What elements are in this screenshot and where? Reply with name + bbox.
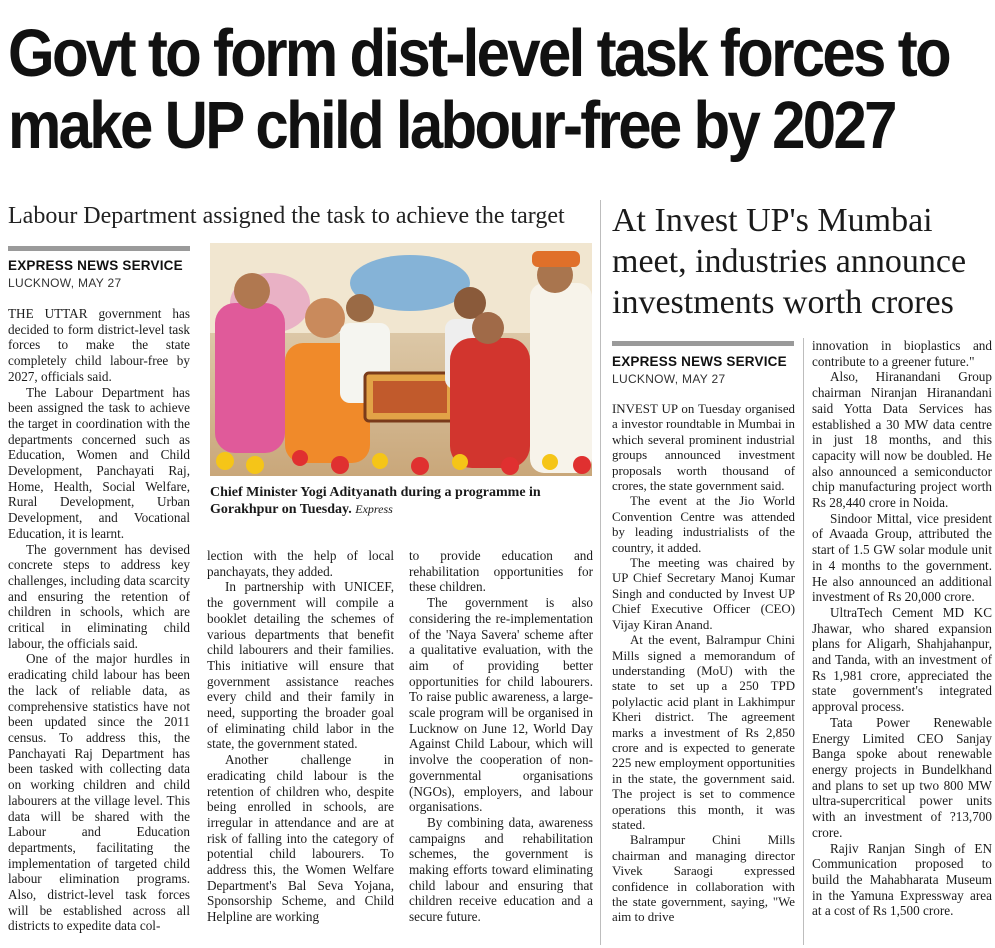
paragraph: innovation in bioplastics and contribute to a greener future." [812, 338, 992, 369]
main-byline: EXPRESS NEWS SERVICE [8, 258, 183, 273]
side-article-column-2 [812, 338, 992, 942]
paragraph: By combining data, awareness campaigns and rehabilitation schemes, the government is making efforts toward eliminating child labour and ensuring that children receive education and a secure future. [409, 814, 593, 925]
article-photo [210, 243, 592, 476]
paragraph: to provide education and rehabilitation opportunities for these children. [409, 548, 593, 595]
paragraph: THE UTTAR government has decided to form district-level task forces to make the state completely child labour-free by 2027, officials said. [8, 306, 190, 384]
paragraph: Sindoor Mittal, vice president of Avaada Group, attributed the start of 1.5 GW solar module unit in 4 months to the government. He also announced an additional investment of Rs 20,000 crore. [812, 510, 992, 605]
headline-line-2: make UP child labour-free by 2027 [8, 88, 895, 163]
byline-rule [8, 246, 190, 251]
paragraph: The government is also considering the re-implementation of the 'Naya Savera' scheme after a qualitative evaluation, with the aim of providing better opportunities for child labourers. To raise public awareness, a large-scale program will be organised in Lucknow on June 12, World Day Against Child Labour, which will involve the cooperation of non-governmental organisations (NGOs), employers, and labour organisations. [409, 595, 593, 815]
paragraph: The meeting was chaired by UP Chief Secretary Manoj Kumar Singh and conducted by Invest UP Chief Executive Officer (CEO) Vijay Kiran Anand. [612, 556, 795, 632]
paragraph: The event at the Jio World Convention Centre was attended by leading industrialists of the country, it added. [612, 494, 795, 555]
paragraph: Balrampur Chini Mills chairman and managing director Vivek Saraogi expressed confidence in collaboration with the state government, saying, "We aim to drive [612, 833, 795, 925]
paragraph: The government has devised concrete steps to address key challenges, including data scarcity and ensuring the retention of children in schools, which are critical in eliminating child labour, the officials said. [8, 541, 190, 651]
paragraph: Rajiv Ranjan Singh of EN Communication proposed to build the Mahabharata Museum in the Yamuna Expressway area at a cost of Rs 1,500 crore. [812, 840, 992, 919]
side-dateline: LUCKNOW, MAY 27 [612, 372, 726, 386]
paragraph: UltraTech Cement MD KC Jhawar, who shared expansion plans for Aligarh, Shahjahanpur, and Tanda, with an investment of Rs 1,981 crore, appreciated the state government's integrated approval process. [812, 604, 992, 715]
section-divider [600, 200, 601, 945]
side-byline-rule [612, 341, 794, 346]
paragraph: One of the major hurdles in eradicating child labour has been the lack of reliable data, as comprehensive statistics have not been updated since the 2011 census. To address this, the Panchayati Raj Department has been tasked with collecting data on working children and child labourers at the village level. This data will be shared with the Labour and Education departments, facilitating the implementation of targeted child labour elimination programs. Also, district-level task forces will be established across all districts to expedite data col- [8, 651, 190, 934]
paragraph: In partnership with UNICEF, the government will compile a booklet detailing the schemes of various departments that benefit child labourers and their families. This initiative will ensure that government assistance reaches every child and their family in need, supporting the broader goal of eliminating child labor in the state, the government stated. [207, 579, 394, 752]
main-headline [8, 16, 949, 163]
photo-caption [210, 484, 592, 518]
headline-line-1: Govt to form dist-level task forces to [8, 16, 949, 91]
paragraph: Another challenge in eradicating child labour is the retention of children who, despite being enrolled in schools, are irregular in attendance and are at risk of falling into the category of potential child labourers. To address this, the Women Welfare Department's Bal Seva Yojana, Sponsorship Scheme, and Child Helpline are working [207, 752, 394, 925]
side-byline: EXPRESS NEWS SERVICE [612, 354, 787, 369]
deck-subheadline: Labour Department assigned the task to achieve the target [8, 203, 565, 229]
photo-illustration [210, 243, 592, 476]
photo-credit: Express [355, 502, 393, 516]
paragraph: INVEST UP on Tuesday organised a investor roundtable in Mumbai in which several prominent industrial groups announced investment proposals worth thousand of crores, the state government said. [612, 402, 795, 494]
paragraph: The Labour Department has been assigned the task to achieve the target in coordination with the departments concerned such as Education, Women and Child Development, Panchayati Raj, Home, Health, Social Welfare, Rural Development, Urban Development, and Vocational Education, it is learnt. [8, 384, 190, 541]
side-column-divider [803, 338, 804, 945]
side-article-headline: At Invest UP's Mumbai meet, industries announce investments worth crores [612, 202, 967, 321]
main-article-column-2 [207, 548, 394, 942]
side-article-column-1 [612, 402, 795, 942]
photo-caption-text: Chief Minister Yogi Adityanath during a programme in Gorakhpur on Tuesday. [210, 485, 541, 517]
paragraph: Also, Hiranandani Group chairman Niranjan Hiranandani said Yotta Data Services has established a 30 MW data centre in just 18 months, and this capacity will now be doubled. He also announced a semiconductor chip manufacturing project worth Rs 28,440 crore in Noida. [812, 369, 992, 511]
main-article-column-3 [409, 548, 593, 942]
paragraph: lection with the help of local panchayats, they added. [207, 548, 394, 579]
paragraph: At the event, Balrampur Chini Mills signed a memorandum of understanding (MoU) with the state to set up a 250 TPD polylactic acid plant in Lakhimpur Kheri district. The agreement marks a investment of Rs 2,850 crore and is expected to generate 225 new employment opportunities in the state, the government said. The project is set to commence operations this month, it was stated. [612, 633, 795, 832]
main-dateline: LUCKNOW, MAY 27 [8, 276, 122, 290]
paragraph: Tata Power Renewable Energy Limited CEO Sanjay Banga spoke about renewable energy projects in Bundelkhand and plans to set up two 800 MW ultra-supercritical power units with an investment of ?13,700 crore. [812, 714, 992, 840]
main-article-column-1 [8, 306, 190, 942]
